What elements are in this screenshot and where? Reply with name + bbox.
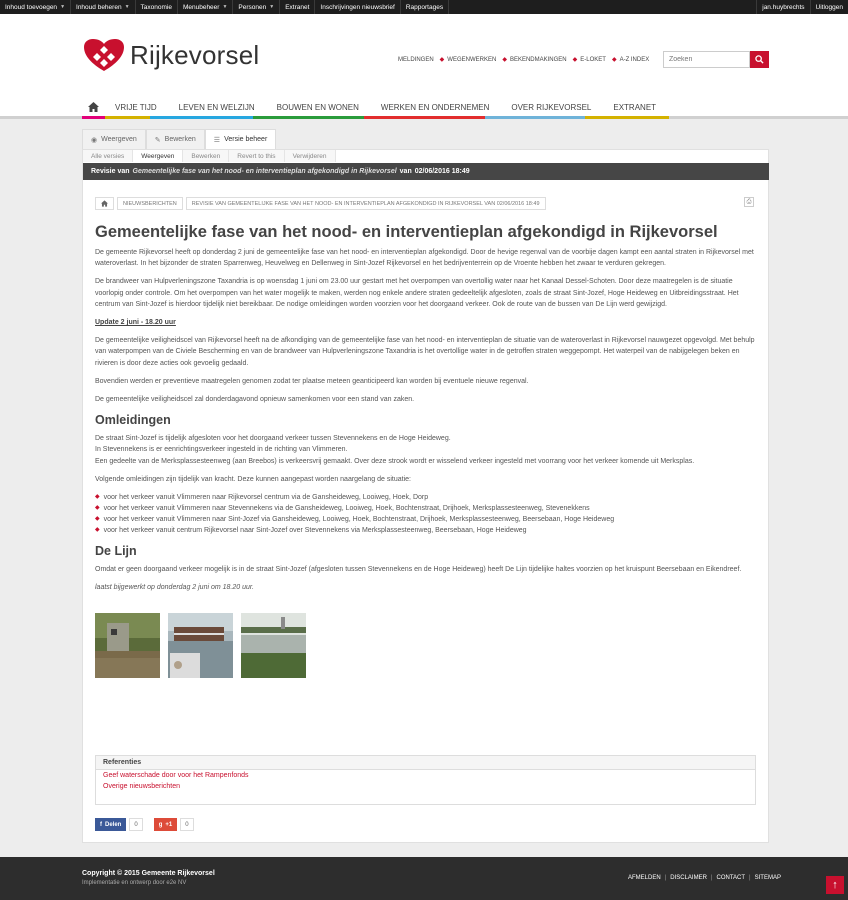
nav-extranet[interactable]: EXTRANET xyxy=(613,102,657,112)
references-box xyxy=(95,755,756,805)
admin-user-menu xyxy=(756,0,848,14)
diamond-bullet-icon: ◆ xyxy=(439,57,445,63)
admin-menu-taxonomie[interactable] xyxy=(136,0,178,14)
list-item-text: voor het verkeer vanuit centrum Rijkevorsel naar Sint-Jozef over Stevennekens via Merksplassesteenweg, Beersebaan, Hoge Heideweg xyxy=(103,527,527,535)
search-button[interactable] xyxy=(750,51,769,68)
gallery-thumbnail[interactable] xyxy=(241,613,306,678)
nav-home[interactable] xyxy=(82,96,104,118)
admin-user-link[interactable]: jan.huybrechts xyxy=(756,0,809,14)
logout-link[interactable]: Uitloggen xyxy=(810,0,848,14)
footer-links xyxy=(628,875,781,881)
print-icon[interactable]: ⎙ xyxy=(744,197,754,207)
pencil-icon: ✎ xyxy=(154,136,161,144)
color-segment xyxy=(82,116,105,119)
article-paragraph: Bovendien werden er preventieve maatregelen genomen zodat ter plaatse meteen geanticipeerd kan worden bij eventuele nieuwe regenval. xyxy=(95,377,529,385)
share-label: +1 xyxy=(165,821,173,828)
closure-line: De straat Sint-Jozef is tijdelijk afgesloten voor het doorgaand verkeer tussen Stevennekens en de Hoge Heideweg. xyxy=(95,435,451,443)
admin-menu-personen[interactable] xyxy=(233,0,280,14)
list-item xyxy=(95,514,757,525)
subtab-alle-versies[interactable]: Alle versies xyxy=(83,150,133,162)
closure-line: In Stevennekens is er eenrichtingsverkeer ingesteld in de richting van Vlimmeren. xyxy=(95,446,348,454)
diamond-bullet-icon: ◆ xyxy=(95,505,100,512)
article-paragraph: Volgende omleidingen zijn tijdelijk van kracht. Deze kunnen aangepast worden naargelang de situatie: xyxy=(95,475,411,483)
home-icon xyxy=(101,200,108,207)
main-nav xyxy=(82,96,667,118)
breadcrumb-home[interactable] xyxy=(95,197,114,210)
diamond-bullet-icon: ◆ xyxy=(95,494,100,501)
nav-color-bar xyxy=(0,116,848,119)
diamond-bullet-icon: ◆ xyxy=(502,57,507,63)
list-item-text: voor het verkeer vanuit Vlimmeren naar Rijkevorsel centrum via de Gansheideweg, Looiweg, Hoek, Dorp xyxy=(103,494,429,502)
facebook-share-button[interactable] xyxy=(95,818,126,831)
utility-link-meldingen[interactable] xyxy=(398,56,434,63)
revision-prefix: Revisie van xyxy=(91,168,130,175)
google-plus-icon: g xyxy=(158,821,163,828)
color-segment xyxy=(253,116,364,119)
revision-date: 02/06/2016 18:49 xyxy=(414,168,470,175)
list-item xyxy=(95,525,757,536)
utility-link-e-loket[interactable] xyxy=(573,56,606,63)
admin-menu-label: Inhoud beheren xyxy=(76,3,122,11)
references-heading: Referenties xyxy=(96,756,755,770)
admin-menu-rapportages[interactable] xyxy=(401,0,449,14)
breadcrumb-item[interactable]: NIEUWSBERICHTEN xyxy=(117,197,183,210)
footer-link-sitemap[interactable]: SITEMAP xyxy=(754,875,781,881)
footer-link-afmelden[interactable]: AFMELDEN xyxy=(628,875,661,881)
caret-down-icon: ▼ xyxy=(222,4,228,10)
closure-line: Een gedeelte van de Merksplassesteenweg (aan Breebos) is verkeersvrij gemaakt. Over deze strook wordt er wisselend verkeer ingesteld met voorrang voor het verkeer komende uit Merksplas. xyxy=(95,457,695,465)
site-header xyxy=(0,14,848,118)
diamond-bullet-icon: ◆ xyxy=(611,57,617,63)
caret-down-icon: ▼ xyxy=(60,4,66,10)
utility-link-label: BEKENDMAKINGEN xyxy=(509,56,567,63)
node-tabs xyxy=(82,129,276,149)
footer-link-disclaimer[interactable]: DISCLAIMER xyxy=(670,875,707,881)
color-segment xyxy=(364,116,485,119)
list-item-text: voor het verkeer vanuit Vlimmeren naar Stevennekens via de Gansheideweg, Looiweg, Hoek, Bochtenstraat, Drijhoek, Merksplassesteenweg, Stevenekkens xyxy=(103,505,590,513)
breadcrumb-current: REVISIE VAN GEMEENTELIJKE FASE VAN HET NOOD- EN INTERVENTIEPLAN AFGEKONDIGD IN RIJKEVORSEL VAN 02/06/2016 18:49 xyxy=(186,197,546,210)
caret-down-icon: ▼ xyxy=(124,4,130,10)
admin-toolbar xyxy=(0,0,848,14)
admin-menu-inhoud-beheren[interactable] xyxy=(71,0,136,14)
article-paragraph xyxy=(95,433,757,467)
list-item xyxy=(95,503,757,514)
site-logo[interactable] xyxy=(82,38,259,72)
footer-link-contact[interactable]: CONTACT xyxy=(716,875,746,881)
back-to-top-button[interactable] xyxy=(826,876,844,894)
utility-nav xyxy=(398,56,655,63)
admin-menu-inhoud-toevoegen[interactable] xyxy=(0,0,71,14)
revision-title: Gemeentelijke fase van het nood- en interventieplan afgekondigd in Rijkevorsel xyxy=(132,168,397,175)
subtab-revert[interactable]: Revert to this xyxy=(229,150,284,162)
color-segment xyxy=(485,116,585,119)
share-count: 0 xyxy=(180,818,193,831)
tab-label: Versie beheer xyxy=(224,136,268,143)
separator: | xyxy=(749,875,751,881)
tab-label: Bewerken xyxy=(164,136,196,143)
section-heading-omleidingen: Omleidingen xyxy=(95,413,171,428)
utility-link-label: E-LOKET xyxy=(580,56,606,63)
separator: | xyxy=(664,875,667,881)
diamond-bullet-icon: ◆ xyxy=(572,57,578,63)
admin-menu xyxy=(0,0,449,14)
subtab-bewerken[interactable]: Bewerken xyxy=(183,150,229,162)
subtab-weergeven[interactable]: Weergeven xyxy=(133,150,183,162)
search-form xyxy=(663,51,769,68)
site-name: Rijkevorsel xyxy=(130,39,260,70)
color-segment xyxy=(150,116,253,119)
tab-label: Weergeven xyxy=(101,136,137,143)
utility-link-bekendmakingen[interactable] xyxy=(502,56,566,63)
gallery-thumbnail[interactable] xyxy=(168,613,233,678)
utility-link-wegenwerken[interactable] xyxy=(440,56,497,63)
list-item-text: voor het verkeer vanuit Vlimmeren naar Sint-Jozef via Gansheideweg, Looiweg, Hoek, Bochtenstraat, Drijhoek, Merksplassesteenweg, Beersebaan, Hoge Heideweg xyxy=(103,516,615,524)
update-heading: Update 2 juni - 18.20 uur xyxy=(95,319,176,327)
gallery-thumbnail[interactable] xyxy=(95,613,160,678)
tab-versie-beheer[interactable] xyxy=(205,129,276,149)
list-item xyxy=(95,492,757,503)
color-segment xyxy=(105,116,150,119)
color-segment xyxy=(669,116,848,119)
admin-menu-menubeheer[interactable] xyxy=(178,0,233,14)
article xyxy=(95,223,757,678)
search-icon xyxy=(755,55,764,64)
color-segment xyxy=(0,116,82,119)
search-input[interactable] xyxy=(663,51,750,68)
diamond-bullet-icon: ◆ xyxy=(95,527,100,534)
admin-menu-nieuwsbrief[interactable] xyxy=(315,0,400,14)
list-icon: ☰ xyxy=(213,136,221,144)
nav-werken-en-ondernemen[interactable]: WERKEN EN ONDERNEMEN xyxy=(380,102,490,112)
nav-vrije-tijd[interactable]: VRIJE TIJD xyxy=(115,102,157,112)
reference-link[interactable]: Overige nieuwsberichten xyxy=(103,783,181,790)
revision-subtabs xyxy=(83,150,336,162)
site-footer xyxy=(0,857,848,900)
utility-link-label: A-Z INDEX xyxy=(619,56,650,63)
share-count: 0 xyxy=(129,818,142,831)
reference-link[interactable]: Geef waterschade door voor het Rampenfonds xyxy=(103,772,249,779)
article-paragraph: Omdat er geen doorgaand verkeer mogelijk is in de straat Sint-Jozef (afgesloten tussen Stevennekens en de Hoge Heideweg) heeft De Lijn tijdelijke haltes voorzien op het kruispunt Beersebaan en Eikendreef. xyxy=(95,566,742,574)
home-icon xyxy=(88,102,99,112)
revision-mid: van xyxy=(399,168,412,175)
admin-menu-label: Inhoud toevoegen xyxy=(5,3,58,11)
nav-bouwen-en-wonen[interactable]: BOUWEN EN WONEN xyxy=(276,102,359,112)
content-panel xyxy=(82,149,769,843)
utility-link-a-z-index[interactable] xyxy=(612,56,649,63)
caret-down-icon: ▼ xyxy=(269,4,275,10)
google-plus-button[interactable] xyxy=(154,818,178,831)
utility-link-label: MELDINGEN xyxy=(398,56,434,63)
copyright: Copyright © 2015 Gemeente Rijkevorsel xyxy=(82,870,215,877)
share-label: Delen xyxy=(105,821,122,828)
tab-bewerken[interactable] xyxy=(146,129,205,149)
share-buttons xyxy=(95,818,194,831)
article-paragraph: De gemeente Rijkevorsel heeft op donderdag 2 juni de gemeentelijke fase van het nood- en interventieplan afgekondigd. Door de hevige regenval van de voorbije dagen kampt een aantal straten in Rijkevorsel met wateroverlast. In het bijzonder de straten Sparrenweg, Heuvelweg en Dellenweg in Sint-Jozef Rijkevorsel en het bedrijventerrein op de Vroente hebben het zwaar te verduren gekregen. xyxy=(95,249,754,268)
admin-menu-label: Inschrijvingen nieuwsbrief xyxy=(320,3,395,11)
subtab-verwijderen[interactable]: Verwijderen xyxy=(285,150,336,162)
photo-gallery xyxy=(95,613,757,678)
credit[interactable]: Implementatie en ontwerp door e2e NV xyxy=(82,880,187,886)
nav-leven-en-welzijn[interactable]: LEVEN EN WELZIJN xyxy=(178,102,255,112)
admin-menu-label: Menubeheer xyxy=(182,3,220,11)
admin-menu-label: Extranet xyxy=(285,3,310,11)
separator: | xyxy=(710,875,713,881)
admin-menu-extranet[interactable] xyxy=(280,0,315,14)
article-title: Gemeentelijke fase van het nood- en interventieplan afgekondigd in Rijkevorsel xyxy=(95,223,718,241)
nav-over-rijkevorsel[interactable]: OVER RIJKEVORSEL xyxy=(511,102,592,112)
detour-list xyxy=(95,492,757,536)
article-paragraph: De gemeentelijke veiligheidscel van Rijkevorsel heeft na de afkondiging van de gemeentelijke fase van het nood- en interventieplan de situatie van de wateroverlast in Rijkevorsel nauwgezet opgevolgd. Met behulp van waterpompen van de Civiele Bescherming en van de brandweer van Hulpverleningszone Taxandria is het overtollige water in de getroffen straten weggepompt. Het waterpeil van de nabijgelegen beken en rivieren is door deze acties ook gevoelig gedaald. xyxy=(95,337,755,367)
section-heading-de-lijn: De Lijn xyxy=(95,544,137,559)
facebook-icon: f xyxy=(100,821,102,828)
last-updated: laatst bijgewerkt op donderdag 2 juni om 18.20 uur. xyxy=(95,584,254,592)
tab-weergeven[interactable] xyxy=(82,129,146,149)
admin-menu-label: Rapportages xyxy=(405,3,444,11)
article-paragraph: De gemeentelijke veiligheidscel zal donderdagavond opnieuw samenkomen voor een stand van zaken. xyxy=(95,396,415,404)
article-paragraph: De brandweer van Hulpverleningszone Taxandria is op woensdag 1 juni om 23.00 uur gestart met het overpompen van overtollig water naar het Kanaal Dessel-Schoten. Door deze maatregelen is de situatie voorlopig onder controle. Om het overpompen van het water mogelijk te maken, werden nog enkele andere straten gedeeltelijk afgesloten, zoals de straat Sint-Jozef, Hoge Heideweg en Uitbreidingsstraat. Het centrum van Sint-Jozef is hierdoor tijdelijk niet bereikbaar. De nodige omleidingen worden voorzien voor het doorgaand verkeer. Ook de route van de bussen van De Lijn werd gewijzigd. xyxy=(95,278,739,308)
admin-menu-label: Personen xyxy=(238,3,267,11)
utility-link-label: WEGENWERKEN xyxy=(447,56,497,63)
revision-banner xyxy=(83,163,769,180)
eye-icon: ◉ xyxy=(91,136,98,144)
logo-shield-icon xyxy=(82,38,126,72)
diamond-bullet-icon: ◆ xyxy=(95,516,100,523)
breadcrumb xyxy=(95,197,549,210)
color-segment xyxy=(585,116,669,119)
arrow-up-icon: ↑ xyxy=(832,879,838,891)
admin-menu-label: Taxonomie xyxy=(140,3,172,11)
